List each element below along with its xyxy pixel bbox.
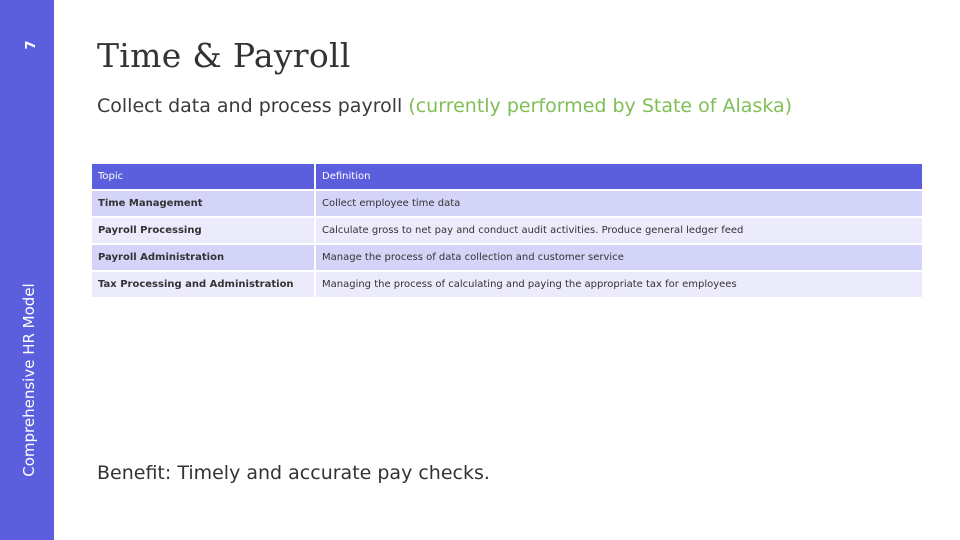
page-number: 7 (24, 40, 39, 50)
definition-cell: Collect employee time data (316, 191, 922, 216)
definition-cell: Manage the process of data collection and customer service (316, 245, 922, 270)
table-row (92, 245, 922, 270)
topic-cell: Payroll Processing (92, 218, 314, 243)
header-topic: Topic (92, 164, 314, 189)
subtitle-main: Collect data and process payroll (97, 95, 409, 117)
table-row (92, 191, 922, 216)
header-definition: Definition (316, 164, 922, 189)
definition-cell: Managing the process of calculating and paying the appropriate tax for employees (316, 272, 922, 297)
table-header-row (92, 164, 922, 189)
subtitle (97, 95, 792, 117)
topic-cell: Time Management (92, 191, 314, 216)
sidebar (0, 0, 54, 540)
slide-title: Time & Payroll (97, 36, 351, 75)
table-row (92, 218, 922, 243)
topic-cell: Payroll Administration (92, 245, 314, 270)
side-title: Comprehensive HR Model (20, 283, 38, 477)
subtitle-accent: (currently performed by State of Alaska) (408, 95, 793, 117)
topic-cell: Tax Processing and Administration (92, 272, 314, 297)
definition-cell: Calculate gross to net pay and conduct audit activities. Produce general ledger feed (316, 218, 922, 243)
benefit-text: Benefit: Timely and accurate pay checks. (97, 462, 490, 484)
definitions-table (90, 162, 924, 299)
table-row (92, 272, 922, 297)
